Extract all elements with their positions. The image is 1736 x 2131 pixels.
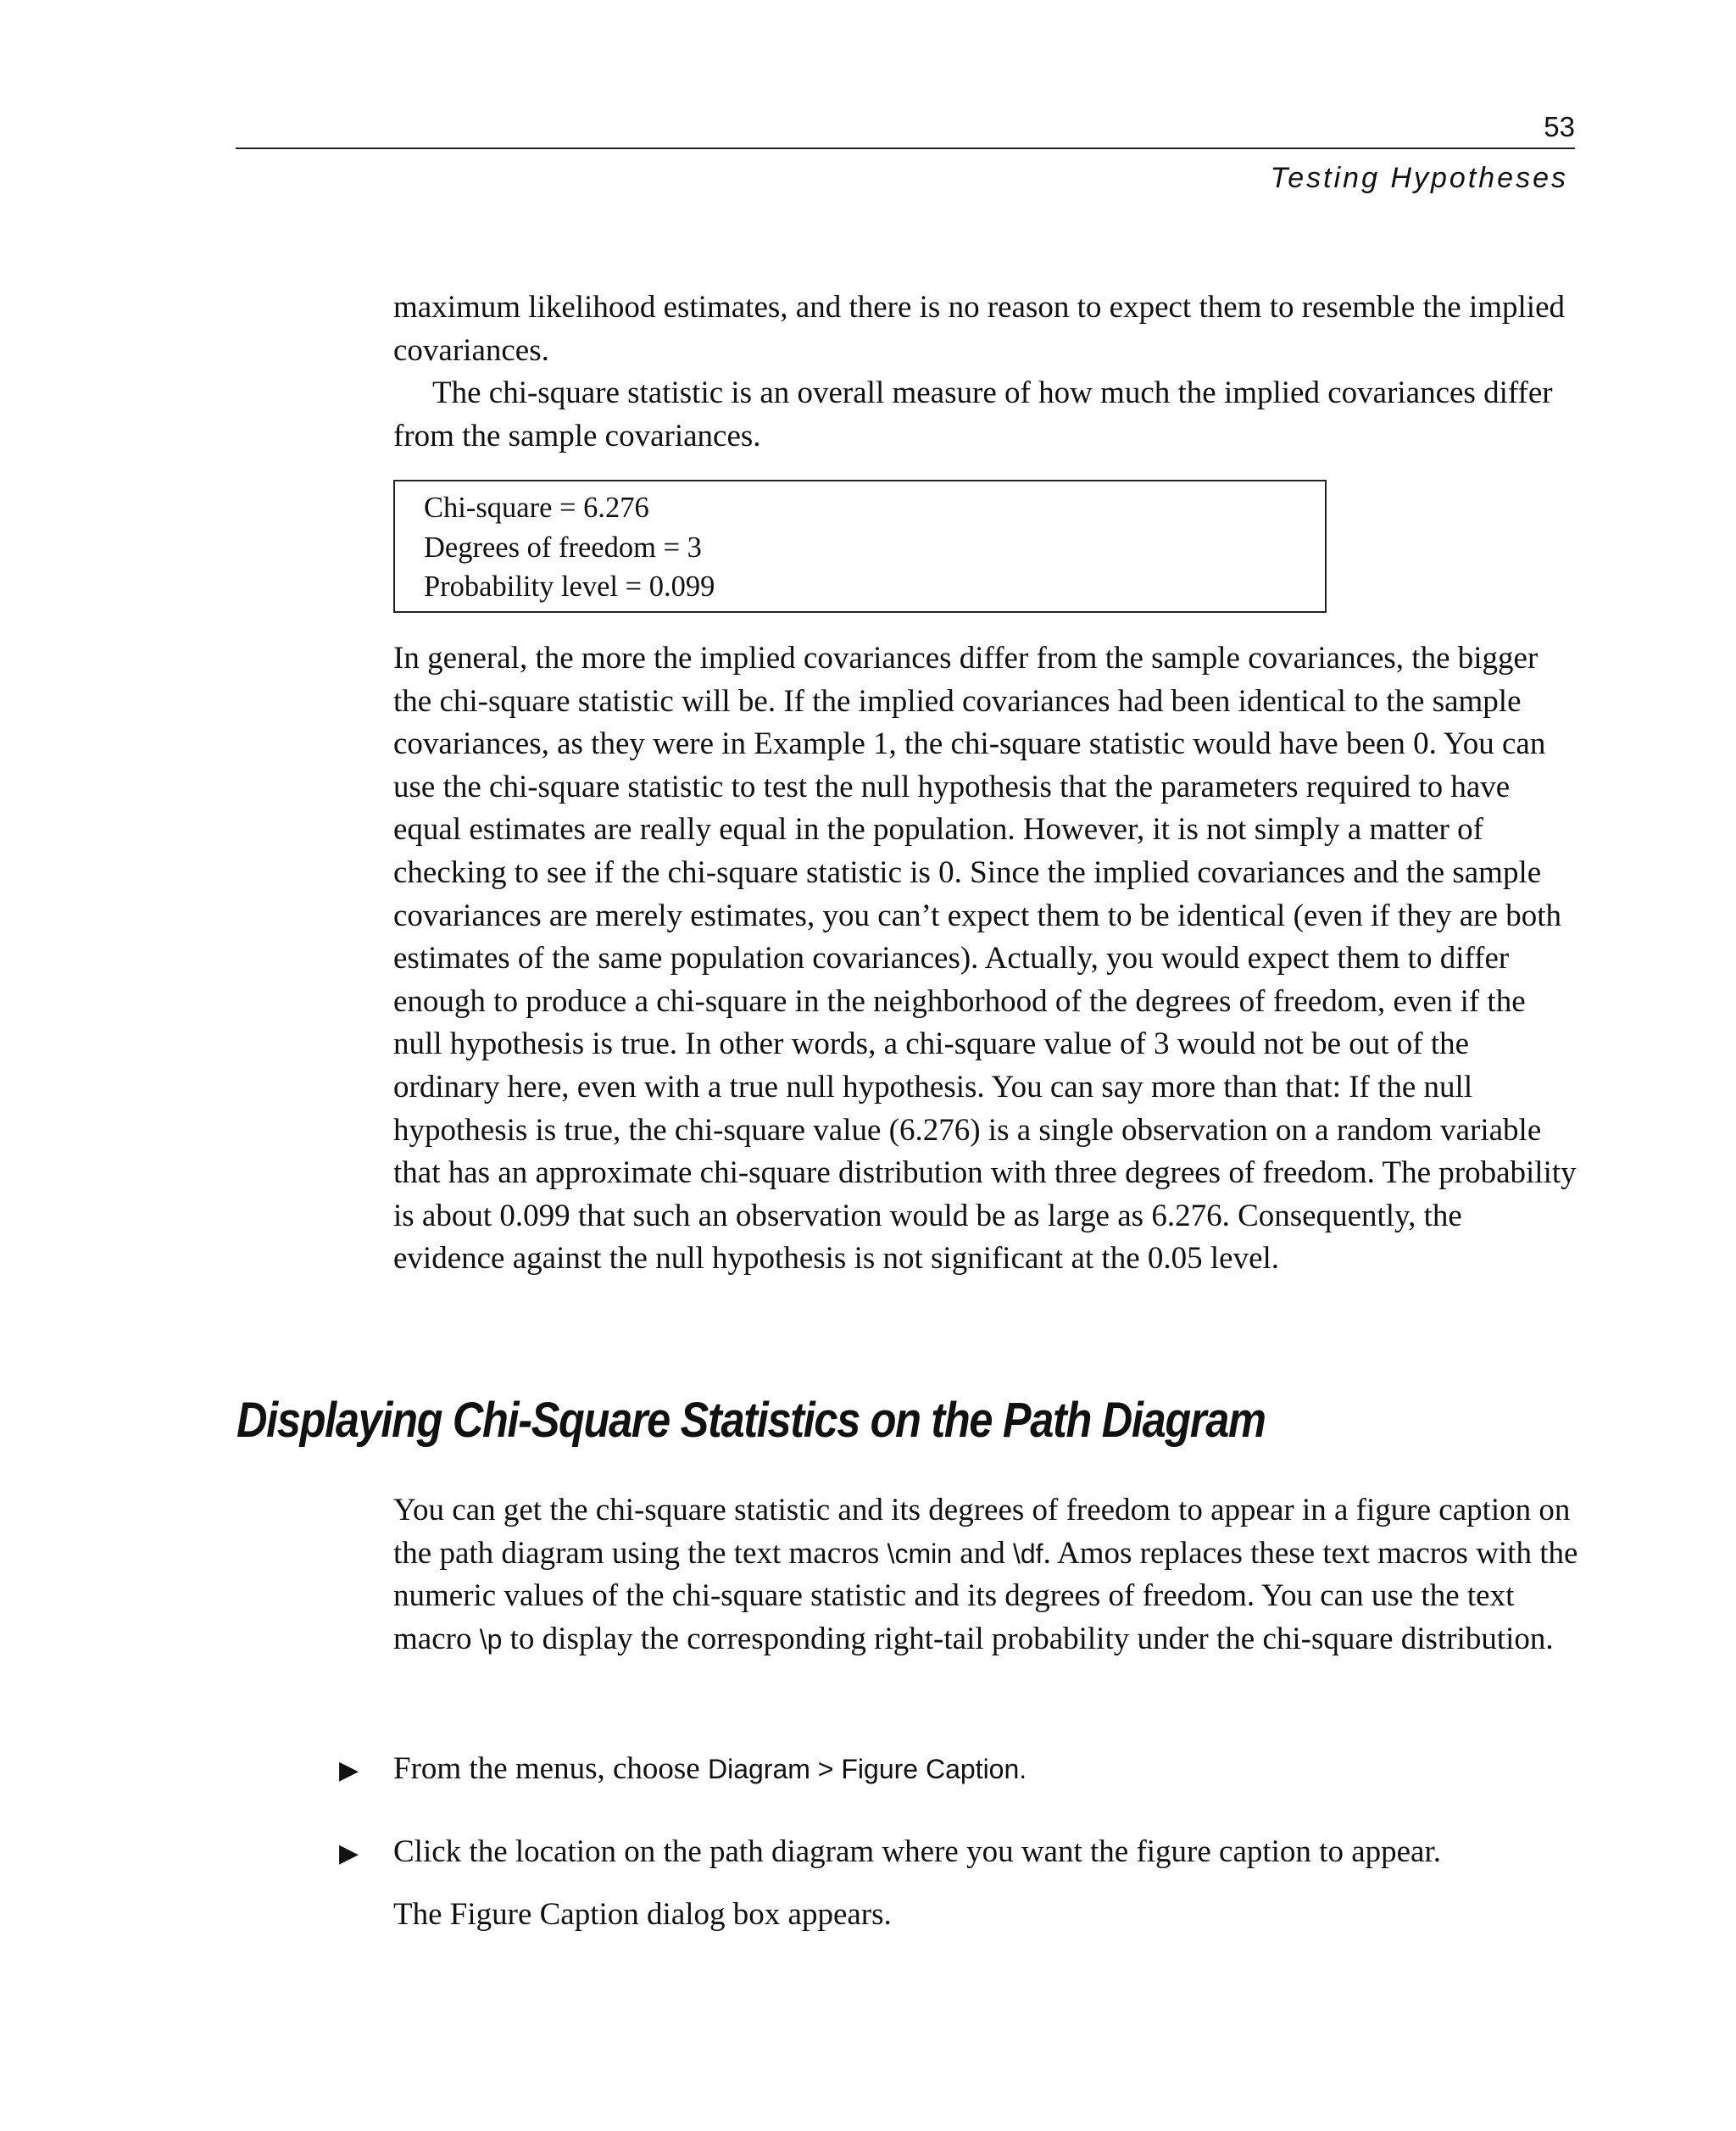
macros-text-2: and <box>952 1535 1013 1571</box>
intro-paragraph-chi-square: The chi-square statistic is an overall measure of how much the implied covariances differ from the sample covariances. <box>393 376 1553 453</box>
bullet-arrow-icon: ▶ <box>339 1839 359 1868</box>
step-click-location <box>339 1831 1580 1875</box>
step-choose-figure-caption <box>339 1748 1580 1792</box>
macro-df: \df <box>1012 1538 1043 1569</box>
running-head: Testing Hypotheses <box>1270 162 1568 194</box>
output-probability-level: Probability level = 0.099 <box>424 570 715 603</box>
body-paragraph-chi-square-test: In general, the more the implied covariances differ from the sample covariances, the bigger the chi-square statistic will be. If the implied covariances had been identical to the sample covariances, as they were in Example 1, the chi-square statistic would have been 0. You can use the chi-square statistic to test the null hypothesis that the parameters required to have equal estimates are really equal in the population. However, it is not simply a matter of checking to see if the chi-square statistic is 0. Since the implied covariances and the sample covariances are merely estimates, you can’t expect them to be identical (even if they are both estimates of the same population covariances). Actually, you would expect them to differ enough to produce a chi-square in the neighborhood of the degrees of freedom, even if the null hypothesis is true. In other words, a chi-square value of 3 would not be out of the ordinary here, even with a true null hypothesis. You can say more than that: If the null hypothesis is true, the chi-square value (6.276) is a single observation on a random variable that has an approximate chi-square distribution with three degrees of freedom. The probability is about 0.099 that such an observation would be as large as 6.276. Consequently, the evidence against the null hypothesis is not significant at the 0.05 level. <box>393 641 1577 1277</box>
intro-paragraph-continued: maximum likelihood estimates, and there is no reason to expect them to resemble the implied covariances. <box>393 290 1566 368</box>
step-text: Click the location on the path diagram where you want the figure caption to appear. <box>393 1834 1442 1869</box>
header-rule <box>236 147 1575 149</box>
macros-text-1: You can get the chi-square statistic and its degrees of freedom to appear in a figure caption on the path diagram using the text macros <box>393 1493 1571 1571</box>
step-text: From the menus, choose Diagram > Figure Caption. <box>393 1751 1027 1786</box>
page-number: 53 <box>1544 111 1575 142</box>
macro-p: \p <box>479 1623 503 1655</box>
menu-diagram: Diagram <box>707 1754 810 1784</box>
bullet-arrow-icon: ▶ <box>339 1755 359 1785</box>
section-paragraph-text-macros <box>393 1489 1580 1661</box>
macros-text-3: . Amos replaces these text macros with the numeric values of the chi-square statistic and its degrees of freedom. You can use the text macro <box>393 1535 1578 1656</box>
step-result: The Figure Caption dialog box appears. <box>393 1897 892 1932</box>
macro-cmin: \cmin <box>887 1538 953 1569</box>
chi-square-output-box <box>393 480 1327 613</box>
output-degrees-of-freedom: Degrees of freedom = 3 <box>424 531 702 564</box>
macros-text-4: to display the corresponding right-tail probability under the chi-square distribution. <box>502 1621 1554 1656</box>
menu-separator: > <box>810 1754 842 1784</box>
output-chi-square: Chi-square = 6.276 <box>424 492 649 524</box>
section-heading: Displaying Chi-Square Statistics on the Path Diagram <box>236 1393 1266 1448</box>
menu-item-figure-caption: Figure Caption. <box>841 1754 1027 1784</box>
